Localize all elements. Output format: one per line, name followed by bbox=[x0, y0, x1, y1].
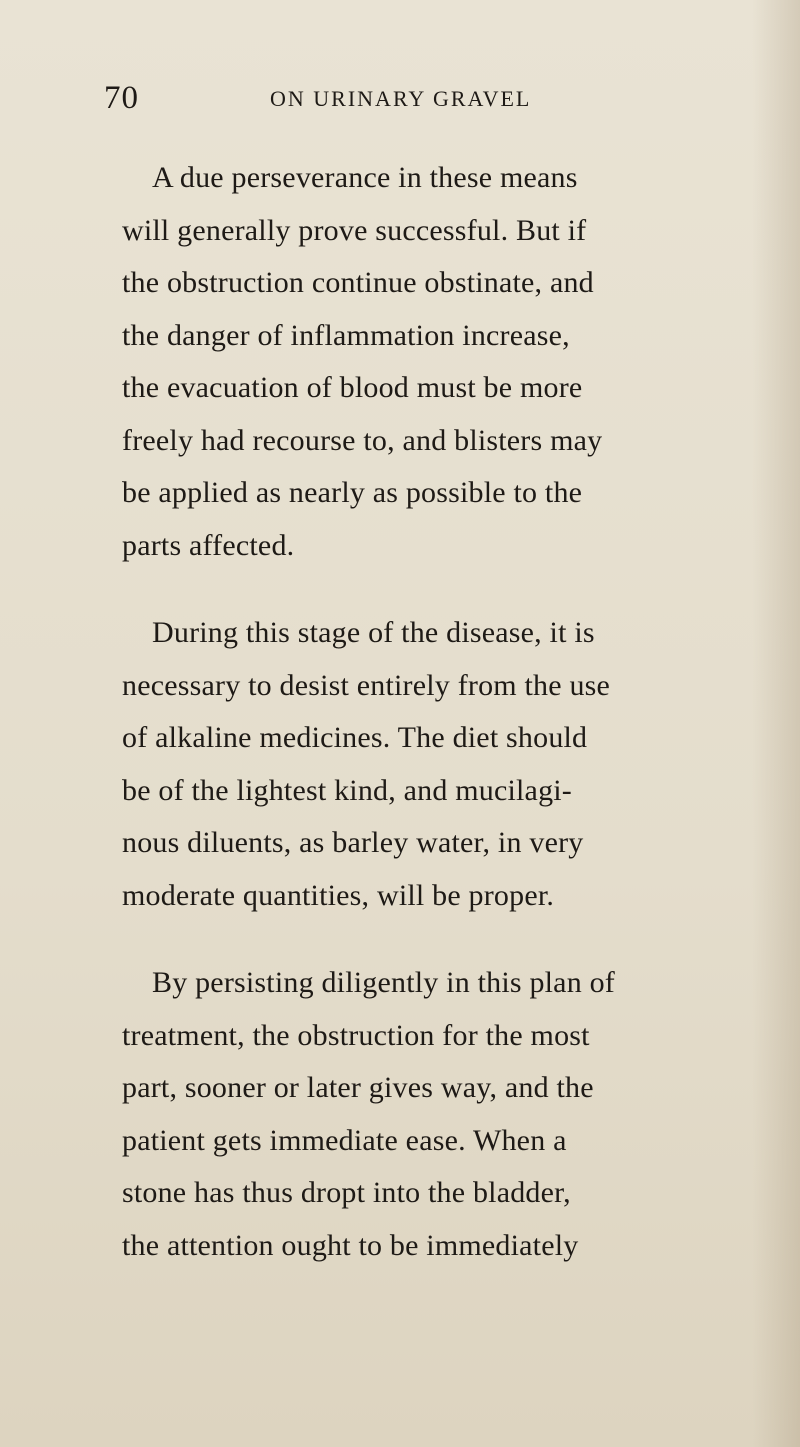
text-line: By persisting diligently in this plan of bbox=[152, 966, 615, 999]
text-line: treatment, the obstruction for the most bbox=[122, 1018, 590, 1052]
running-head bbox=[104, 80, 704, 124]
paragraph-2 bbox=[122, 607, 742, 922]
text-line: parts affected. bbox=[122, 528, 295, 562]
paragraph-3 bbox=[122, 957, 742, 1272]
text-line: the obstruction continue obstinate, and bbox=[122, 266, 594, 299]
text-line: freely had recourse to, and blisters may bbox=[122, 423, 603, 457]
running-head-title: ON URINARY GRAVEL bbox=[270, 86, 532, 111]
text-line: be of the lightest kind, and mucilagi- bbox=[122, 773, 572, 807]
text-line: A due perseverance in these means bbox=[152, 161, 578, 194]
text-line: nous diluents, as barley water, in very bbox=[122, 826, 584, 859]
text-line: patient gets immediate ease. When a bbox=[122, 1123, 567, 1157]
paragraph-1 bbox=[122, 152, 742, 572]
text-line: be applied as nearly as possible to the bbox=[122, 476, 583, 509]
page-number: 70 bbox=[104, 80, 139, 116]
text-line: moderate quantities, will be proper. bbox=[122, 878, 555, 912]
text-line: During this stage of the disease, it is bbox=[152, 616, 595, 649]
text-line: the attention ought to be immediately bbox=[122, 1228, 579, 1262]
body-text bbox=[122, 152, 742, 1272]
text-line: will generally prove successful. But if bbox=[122, 213, 587, 247]
text-line: the danger of inflammation increase, bbox=[122, 318, 570, 352]
paragraph-spacer bbox=[122, 572, 742, 607]
text-line: necessary to desist entirely from the use bbox=[122, 668, 611, 702]
text-line: stone has thus dropt into the bladder, bbox=[122, 1176, 571, 1209]
paragraph-spacer bbox=[122, 922, 742, 957]
text-line: part, sooner or later gives way, and the bbox=[122, 1071, 594, 1104]
text-line: of alkaline medicines. The diet should bbox=[122, 721, 588, 754]
text-line: the evacuation of blood must be more bbox=[122, 371, 583, 404]
